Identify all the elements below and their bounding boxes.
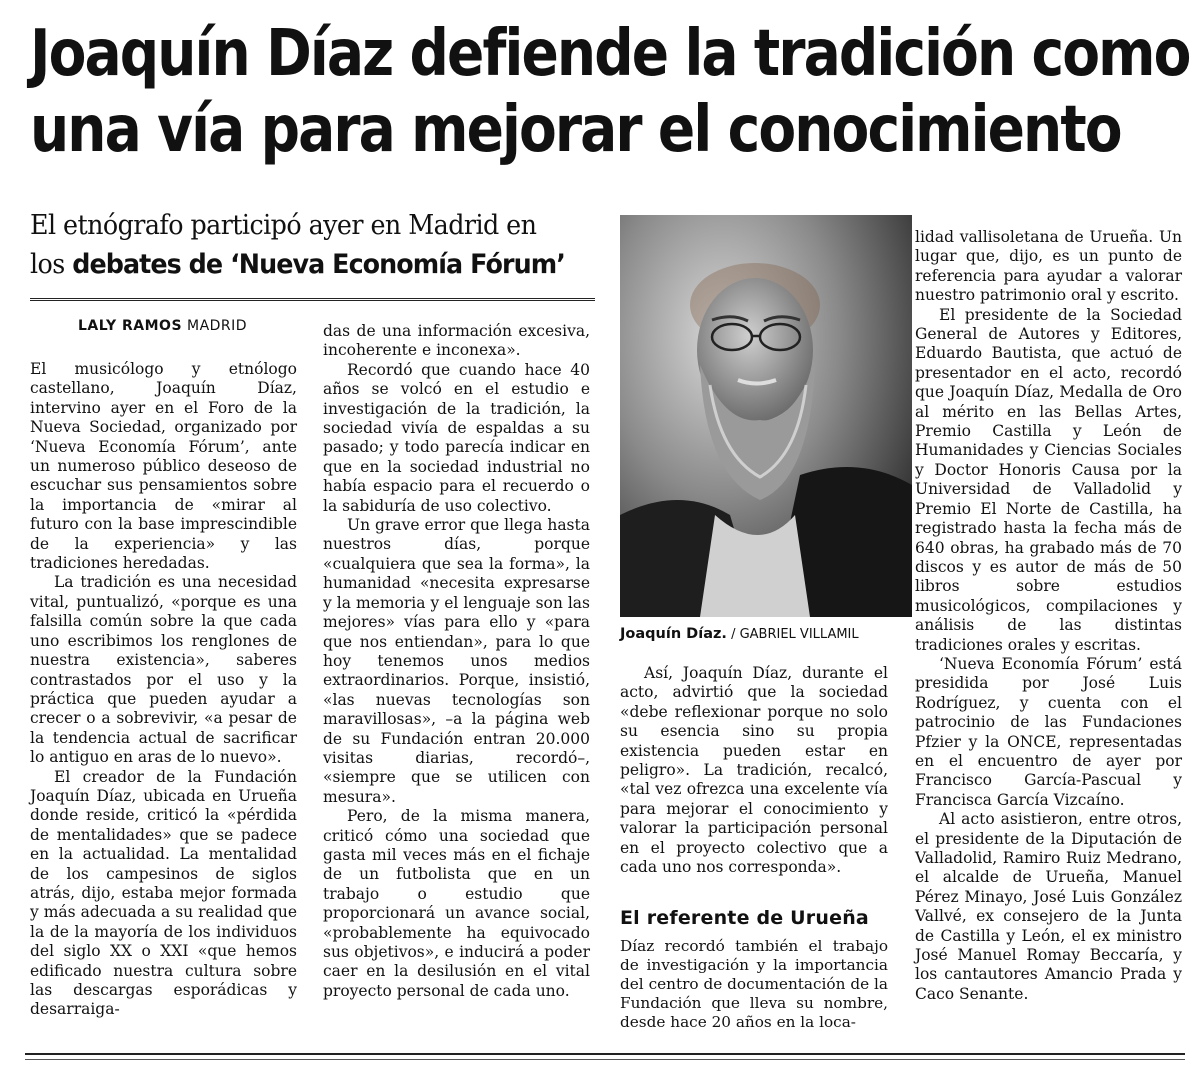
paragraph: El presidente de la Sociedad General de Autores y Editores, Eduardo Bautista, que actuó de presentador en el acto, recordó que Joaquín Díaz, Medalla de Oro al mérito en las Bellas Artes, Premio Castilla y León de Humanidades y Ciencias Sociales y Doctor Honoris Causa por la Universidad de Valladolid y Premio El Norte de Castilla, ha registrado hasta la fecha más de 640 obras, ha grabado más de 70 discos y es autor de más de 50 libros sobre estudios musicológicos, compilaciones y análisis de las distintas tradiciones orales y escritas. [915,305,1182,654]
article-column-4 [915,228,1182,1004]
caption-name: Joaquín Díaz. [620,626,727,642]
paragraph: El creador de la Fundación Joaquín Díaz, ubicada en Urueña donde reside, criticó la «pérdida de mentalidades» que se padece en la actualidad. La mentalidad de los campesinos de siglos atrás, dijo, estaba mejor formada y más adecuada a su realidad que la de la mayoría de los individuos del siglo XX o XXI «que hemos edificado nuestra cultura sobre las descargas esporádicas y desarraiga- [30,767,297,1019]
paragraph: lidad vallisoletana de Urueña. Un lugar que, dijo, es un punto de referencia para ayudar a valorar nuestro patrimonio oral y escrito. [915,228,1182,305]
paragraph: Un grave error que llega hasta nuestros días, porque «cualquiera que sea la forma», la humanidad «necesita expresarse y la memoria y el lenguaje son las mejores» vías para ello y «para que nos entiendan», para lo que hoy tenemos unos medios extraordinarios. Porque, insistió, «las nuevas tecnologías son maravillosas», –a la página web de su Fundación entran 20.000 visitas diarias, recordó–, «siempre que se utilicen con mesura». [323,516,590,806]
byline-author: LALY RAMOS [78,318,183,334]
paragraph: ‘Nueva Economía Fórum’ está presidida por José Luis Rodríguez, y cuenta con el patrocinio de las Fundaciones Pfzier y la ONCE, representadas en el encuentro de ayer por Francisco García-Pascual y Francisca García Vizcaíno. [915,654,1182,809]
paragraph: Así, Joaquín Díaz, durante el acto, advirtió que la sociedad «debe reflexionar porque no solo su esencia sino su propia existencia pueden estar en peligro». La tradición, recalcó, «tal vez ofrezca una excelente vía para mejorar el conocimiento y valorar la participación personal en el proyecto colectivo que a cada uno nos corresponda». [620,664,888,877]
paragraph: La tradición es una necesidad vital, puntualizó, «porque es una falsilla común sobre la que cada uno escribimos los renglones de nuestra existencia», saberes contrastados por el uso y la práctica que pueden ayudar a crecer o a sobrevivir, «a pesar de la tendencia actual de sacrificar lo antiguo en aras de lo nuevo». [30,573,297,767]
headline [30,16,1190,168]
bottom-rule-thin [25,1059,1185,1060]
subheadline-line-1: El etnógrafo participó ayer en Madrid en [30,210,537,241]
article-column-3-continued [620,937,888,1032]
byline-location: MADRID [187,318,248,334]
article-column-3 [620,664,888,877]
paragraph: Pero, de la misma manera, criticó cómo una sociedad que gasta mil veces más en el fichaje de un futbolista que en un trabajo o estudio que proporcionará un avance social, «probablemente ha equivocado sus objetivos», e inducirá a poder caer en la desilusión en el vital proyecto personal de cada uno. [323,807,590,1000]
article-column-1 [30,360,297,1020]
caption-credit: / GABRIEL VILLAMIL [731,627,859,642]
headline-line-2: una vía para mejorar el conocimiento [30,93,1121,167]
paragraph: Al acto asistieron, entre otros, el presidente de la Diputación de Valladolid, Ramiro Ruiz Medrano, el alcalde de Urueña, Manuel Pérez Minayo, José Luis González Vallvé, ex consejero de la Junta de Castilla y León, el ex ministro José Manuel Romay Beccaría, y los cantautores Amancio Prada y Caco Senante. [915,810,1182,1003]
subheadline-line-2-bold: debates de ‘Nueva Economía Fórum’ [72,249,565,280]
subheadline-rule [30,298,595,301]
subheadline-line-2-pre: los [30,249,73,280]
article-column-2 [323,322,590,1001]
paragraph: Díaz recordó también el trabajo de investigación y la importancia del centro de documentación de la Fundación que lleva su nombre, desde hace 20 años en la loca- [620,937,888,1032]
section-subtitle: El referente de Urueña [620,907,869,929]
portrait-illustration [620,215,912,617]
subheadline [30,206,566,284]
paragraph: El musicólogo y etnólogo castellano, Joaquín Díaz, intervino ayer en el Foro de la Nueva Sociedad, organizado por ‘Nueva Economía Fórum’, ante un numeroso público deseoso de escuchar sus pensamientos sobre la importancia de «mirar al futuro con la base imprescindible de la experiencia» y las tradiciones heredadas. [30,360,297,573]
headline-line-1: Joaquín Díaz defiende la tradición como [30,17,1190,91]
portrait-photo [620,215,912,617]
bottom-rule [25,1053,1185,1055]
paragraph: das de una información excesiva, incoherente e inconexa». [323,322,590,360]
byline [78,318,247,334]
photo-caption [620,626,859,642]
paragraph: Recordó que cuando hace 40 años se volcó en el estudio e investigación de la tradición, la sociedad vivía de espaldas a su pasado; y todo parecía indicar en que en la sociedad industrial no había espacio para el recuerdo o la sabiduría de uso colectivo. [323,360,590,515]
